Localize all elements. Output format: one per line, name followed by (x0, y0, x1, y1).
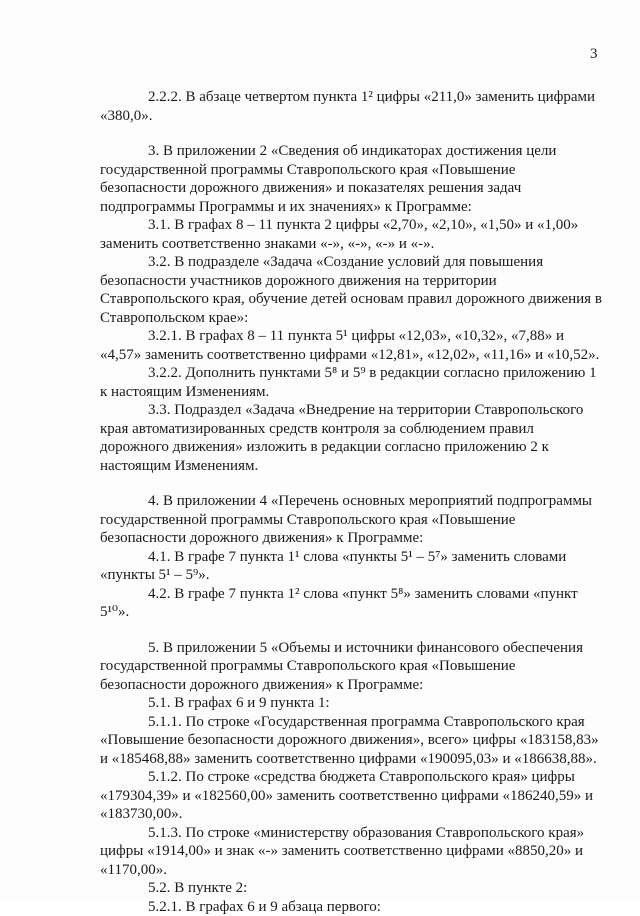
paragraph-5-2-1: 5.2.1. В графах 6 и 9 абзаца первого: (100, 898, 603, 916)
paragraph-4-2: 4.2. В графе 7 пункта 1² слова «пункт 5⁸» заменить словами «пункт 5¹⁰». (100, 585, 603, 622)
paragraph-5: 5. В приложении 5 «Объемы и источники финансового обеспечения государственной программы Ставропольского края «Повышение безопасности дорожного движения» к Программе: (100, 639, 603, 695)
paragraph-4: 4. В приложении 4 «Перечень основных мероприятий подпрограммы государственной программы Ставропольского края «Повышение безопасности дорожного движения» к Программе: (100, 492, 603, 548)
paragraph-2-2-2: 2.2.2. В абзаце четвертом пункта 1² цифры «211,0» заменить цифрами «380,0». (100, 88, 603, 125)
paragraph-3-2-1: 3.2.1. В графах 8 – 11 пункта 5¹ цифры «12,03», «10,32», «7,88» и «4,57» заменить соответственно цифрами «12,81», «12,02», «11,16» и «10,52». (100, 327, 603, 364)
document-body (100, 88, 603, 916)
paragraph-3-2: 3.2. В подразделе «Задача «Создание условий для повышения безопасности участников дорожного движения на территории Ставропольского края, обучение детей основам правил дорожного движения в Ставропольском крае»: (100, 253, 603, 327)
page-number: 3 (590, 45, 598, 64)
paragraph-4-1: 4.1. В графе 7 пункта 1¹ слова «пункты 5¹ – 5⁷» заменить словами «пункты 5¹ – 5⁹». (100, 548, 603, 585)
paragraph-3-2-2: 3.2.2. Дополнить пунктами 5⁸ и 5⁹ в редакции согласно приложению 1 к настоящим Изменениям. (100, 364, 603, 401)
paragraph-5-1: 5.1. В графах 6 и 9 пункта 1: (100, 694, 603, 713)
paragraph-3-3: 3.3. Подраздел «Задача «Внедрение на территории Ставропольского края автоматизированных средств контроля за соблюдением правил дорожного движения» изложить в редакции согласно приложению 2 к настоящим Изменениям. (100, 401, 603, 475)
paragraph-3: 3. В приложении 2 «Сведения об индикаторах достижения цели государственной программы Ставропольского края «Повышение безопасности дорожного движения» и показателях решения задач подпрограммы Программы и их значениях» к Программе: (100, 142, 603, 216)
paragraph-5-1-2: 5.1.2. По строке «средства бюджета Ставропольского края» цифры «179304,39» и «182560,00» заменить соответственно цифрами «186240,59» и «183730,00». (100, 768, 603, 824)
paragraph-5-1-3: 5.1.3. По строке «министерству образования Ставропольского края» цифры «1914,00» и знак «-» заменить соответственно цифрами «8850,20» и «1170,00». (100, 824, 603, 880)
paragraph-5-2: 5.2. В пункте 2: (100, 879, 603, 898)
paragraph-5-1-1: 5.1.1. По строке «Государственная программа Ставропольского края «Повышение безопасности дорожного движения», всего» цифры «183158,83» и «185468,88» заменить соответственно цифрами «190095,03» и «186638,88». (100, 713, 603, 769)
paragraph-3-1: 3.1. В графах 8 – 11 пункта 2 цифры «2,70», «2,10», «1,50» и «1,00» заменить соответственно знаками «-», «-», «-» и «-». (100, 216, 603, 253)
